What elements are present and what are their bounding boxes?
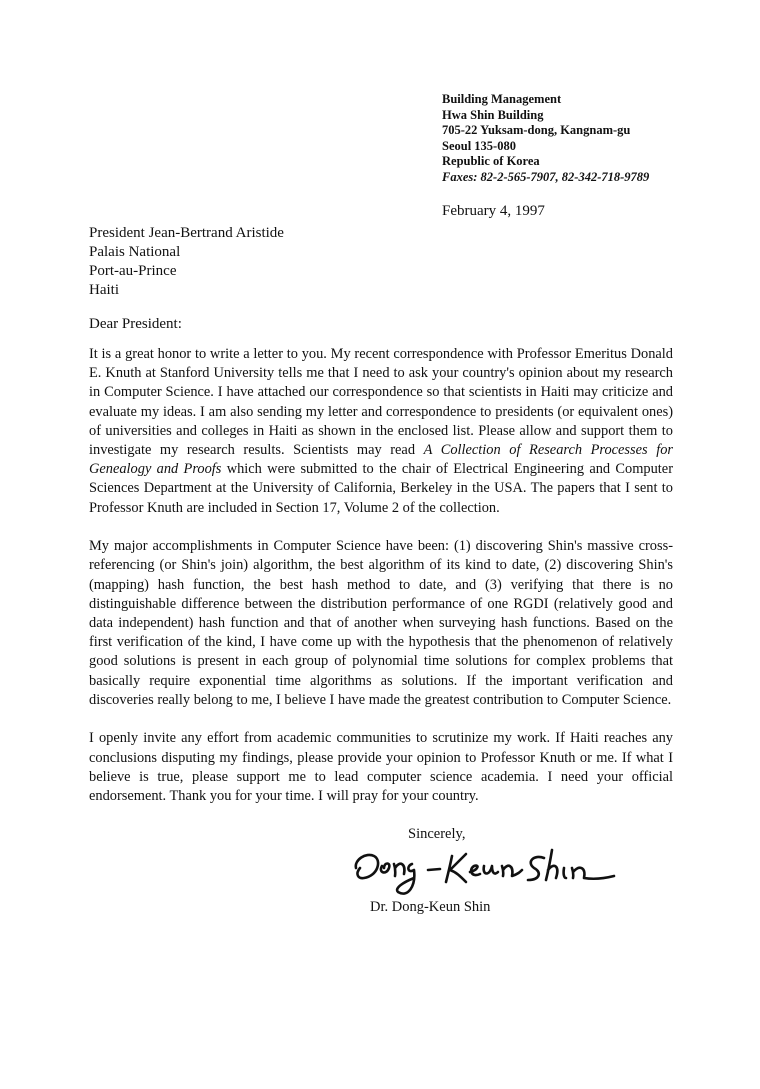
recipient-name: President Jean-Bertrand Aristide [89, 225, 284, 241]
closing: Sincerely, [408, 826, 466, 842]
paragraph-2: My major accomplishments in Computer Science have been: (1) discovering Shin's massive cross-referencing (or Shin's join) algorithm, the best algorithm of its kind to date, (2) discovering Shin's (mapping) hash function, the best hash method to date, and (3) verifying that there is no distinguishable difference between the distribution performance of one RGDI (relatively good and data independent) hash function and that of another when surveying hash functions. Based on the first verification of the kind, I have come up with the hypothesis that the phenomenon of relatively good solutions is present in each group of polynomial time solutions for complex problems that basically require exponential time algorithms as solutions. If the important verification and discoveries really belong to me, I believe I have made the greatest contribution to Computer Science. [89, 538, 673, 708]
sender-line-building-name: Hwa Shin Building [442, 107, 544, 122]
recipient-line-palace: Palais National [89, 244, 181, 260]
recipient-line-country: Haiti [89, 282, 119, 298]
collection-title: A Collection of Research Processes for Genealogy and Proofs [89, 442, 673, 478]
handwritten-signature [348, 842, 618, 900]
sender-line-street: 705-22 Yuksam-dong, Kangnam-gu [442, 123, 631, 138]
paragraph-1 [89, 345, 673, 518]
sender-line-country: Republic of Korea [442, 154, 540, 169]
sender-fax-numbers: Faxes: 82-2-565-7907, 82-342-718-9789 [442, 169, 650, 184]
recipient-line-city: Port-au-Prince [89, 263, 177, 279]
sender-address-block [442, 92, 649, 186]
sender-line-city: Seoul 135-080 [442, 138, 516, 153]
letter-body [89, 345, 673, 826]
letter-date: February 4, 1997 [442, 203, 545, 219]
paragraph-1-text-b: which were submitted to the chair of Electrical Engineering and Computer Sciences Department at the University of California, Berkeley in the USA. The papers that I sent to Professor Knuth are included in Section 17, Volume 2 of the collection. [89, 461, 673, 516]
paragraph-3: I openly invite any effort from academic communities to scrutinize my work. If Haiti reaches any conclusions disputing my findings, please provide your opinion to Professor Knuth or me. If what I believe is true, please support me to lead computer science academia. I need your official endorsement. Thank you for your time. I will pray for your country. [89, 730, 673, 805]
signer-name: Dr. Dong-Keun Shin [370, 899, 491, 915]
sender-line-building-management: Building Management [442, 92, 562, 106]
salutation: Dear President: [89, 316, 182, 332]
recipient-address-block [89, 224, 284, 300]
paragraph-1-text-a: It is a great honor to write a letter to you. My recent correspondence with Professor Emeritus Donald E. Knuth at Stanford University tells me that I need to ask your country's opinion about my research in Computer Science. I have attached our correspondence so that scientists in Haiti may criticize and evaluate my ideas. I am also sending my letter and correspondence to presidents (or equivalent ones) of universities and colleges in Haiti as shown in the enclosed list. Please allow and support them to investigate my research results. Scientists may read [89, 346, 673, 459]
